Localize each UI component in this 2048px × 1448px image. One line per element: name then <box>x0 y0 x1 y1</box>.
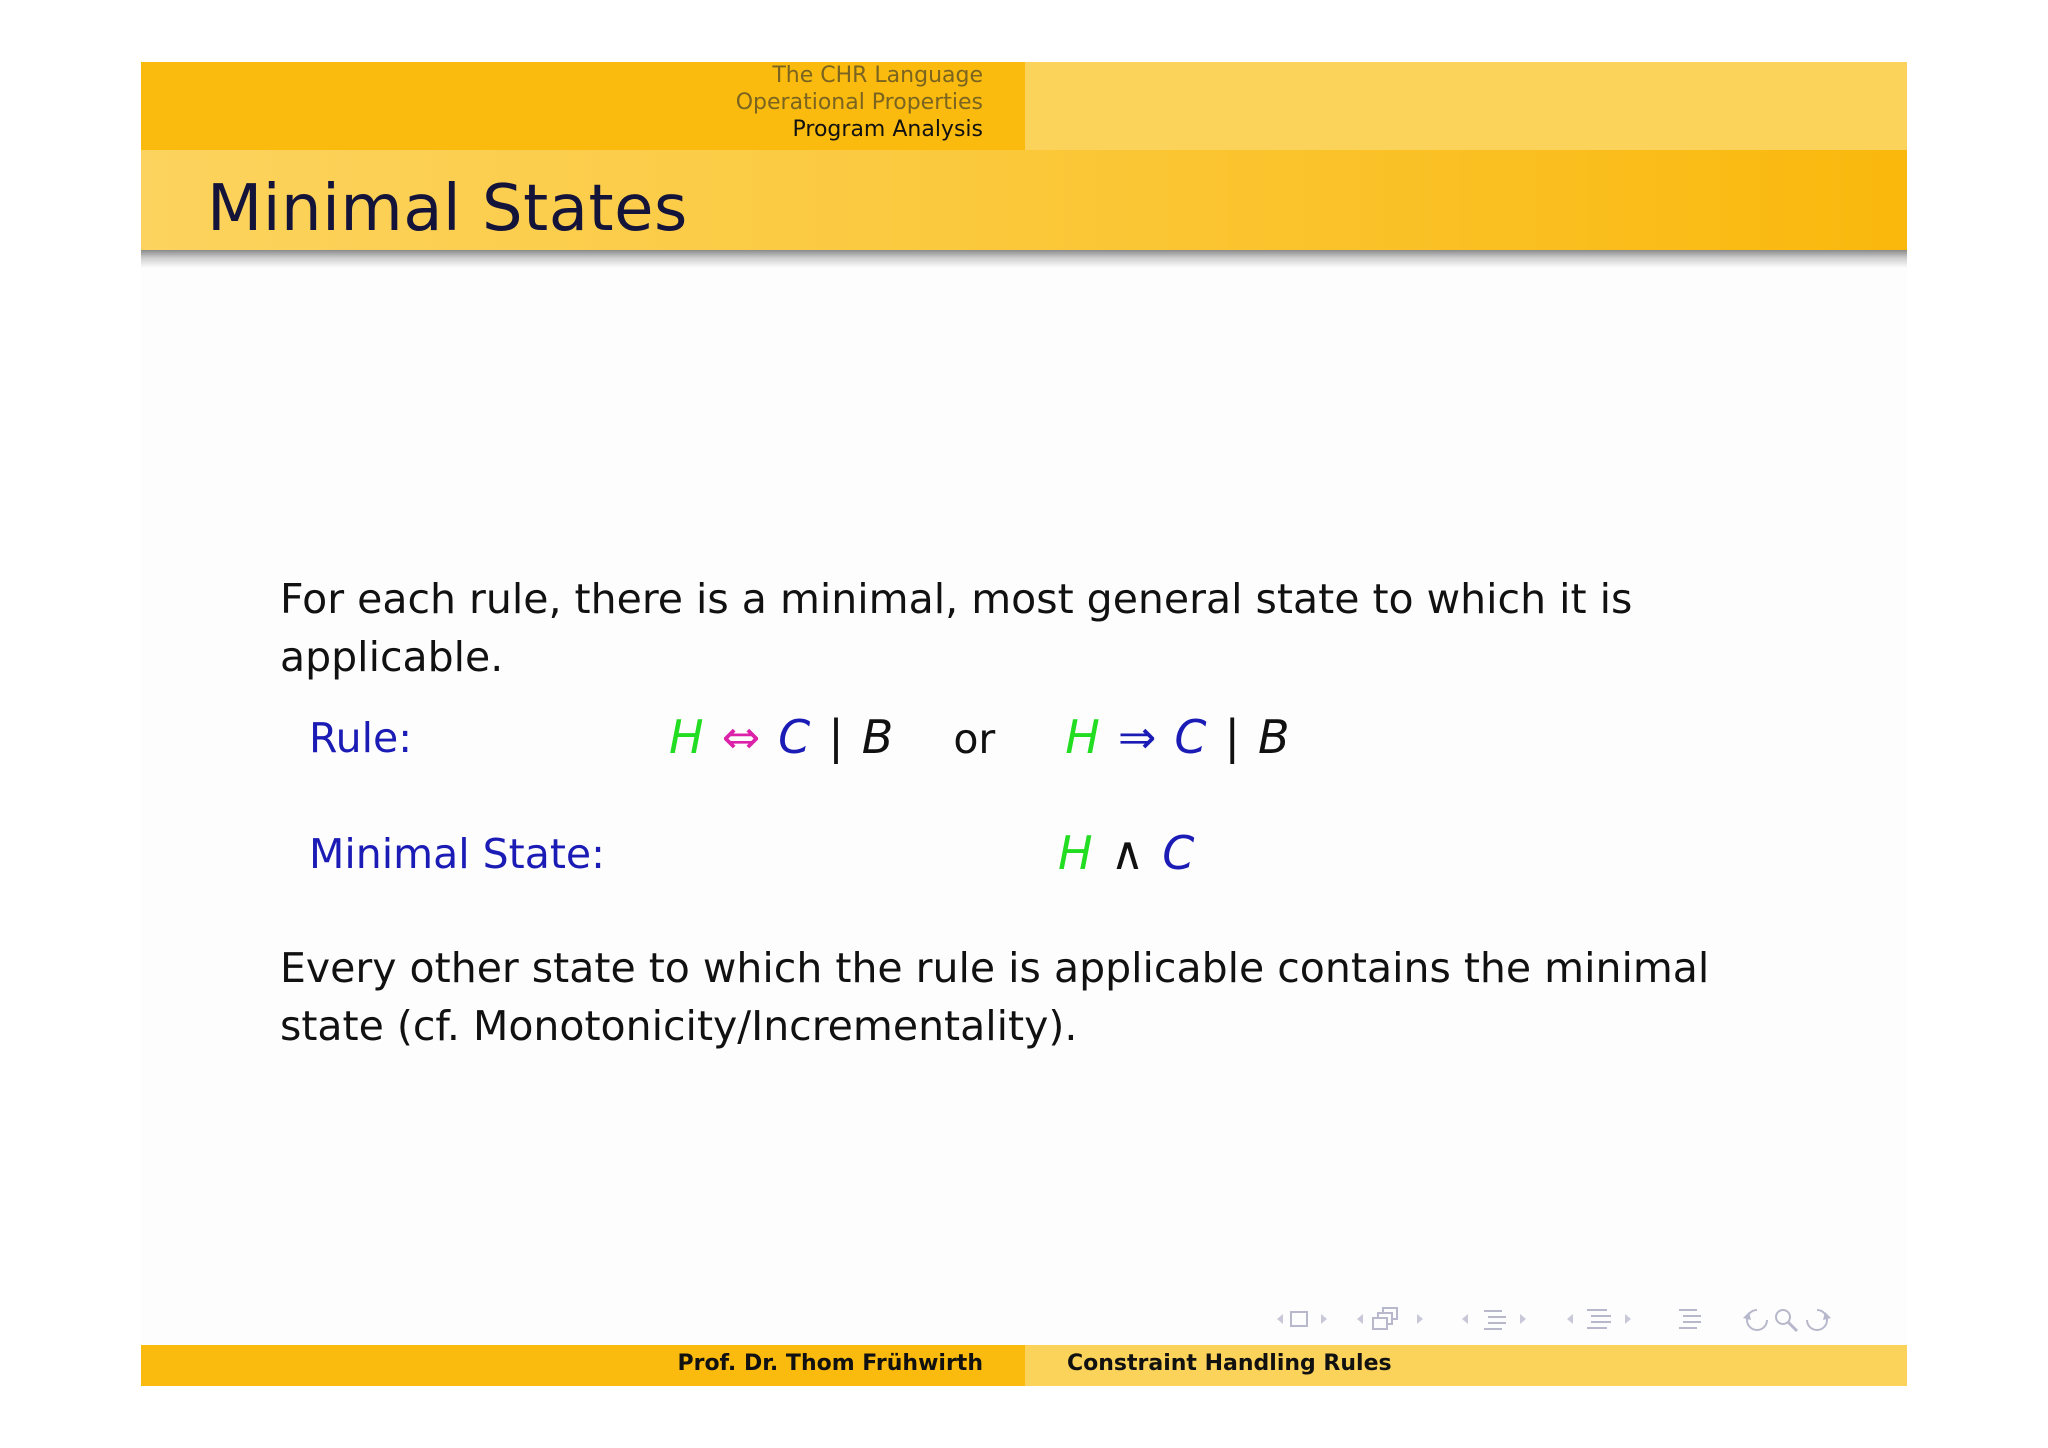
conjunction-operator: ∧ <box>1110 826 1145 880</box>
redo-icon[interactable] <box>1797 1302 1837 1336</box>
frame-title: Minimal States <box>207 172 688 246</box>
state-constraint: C <box>1162 826 1195 880</box>
frame-navigation-icon[interactable] <box>1269 1302 1339 1336</box>
footer-author-band <box>141 1345 1025 1386</box>
section-list <box>736 62 983 143</box>
guard-bar-2: | <box>1224 710 1241 764</box>
formula-body-2: B <box>1258 710 1290 764</box>
footer-title: Constraint Handling Rules <box>1067 1351 1392 1376</box>
rule-formula <box>669 710 1290 764</box>
guard-bar: | <box>828 710 844 764</box>
document-navigation-icon[interactable] <box>1559 1302 1649 1336</box>
footer-title-band <box>1025 1345 1907 1386</box>
header-navigation <box>141 62 1025 150</box>
simplification-operator: ⇔ <box>721 710 761 764</box>
navigation-symbols <box>1269 1302 1889 1336</box>
slide <box>141 62 1907 1386</box>
formula-body: B <box>861 710 894 764</box>
section-navigation-icon[interactable] <box>1454 1302 1544 1336</box>
or-word: or <box>953 715 996 763</box>
formula-head: H <box>669 710 704 764</box>
intro-paragraph: For each rule, there is a minimal, most general state to which it is applicable. <box>280 575 1633 681</box>
footer-author: Prof. Dr. Thom Frühwirth <box>677 1351 983 1376</box>
minimal-state-label: Minimal State: <box>309 830 605 878</box>
subsection-navigation-icon[interactable] <box>1349 1302 1439 1336</box>
title-shadow <box>141 250 1907 268</box>
rule-label: Rule: <box>309 714 413 762</box>
section-link-chr-language[interactable]: The CHR Language <box>772 63 983 88</box>
formula-guard: C <box>778 710 811 764</box>
outro-paragraph: Every other state to which the rule is applicable contains the minimal state (cf. Monotonicity/Incrementality). <box>280 944 1710 1050</box>
minimal-state-formula <box>1058 826 1194 880</box>
header-navigation-right <box>1025 62 1907 150</box>
formula-head-2: H <box>1065 710 1100 764</box>
state-head: H <box>1058 826 1093 880</box>
formula-guard-2: C <box>1174 710 1207 764</box>
section-link-operational-properties[interactable]: Operational Properties <box>735 90 983 115</box>
outline-icon[interactable] <box>1669 1302 1709 1336</box>
section-link-program-analysis[interactable]: Program Analysis <box>792 117 983 142</box>
propagation-operator: ⇒ <box>1117 710 1157 764</box>
